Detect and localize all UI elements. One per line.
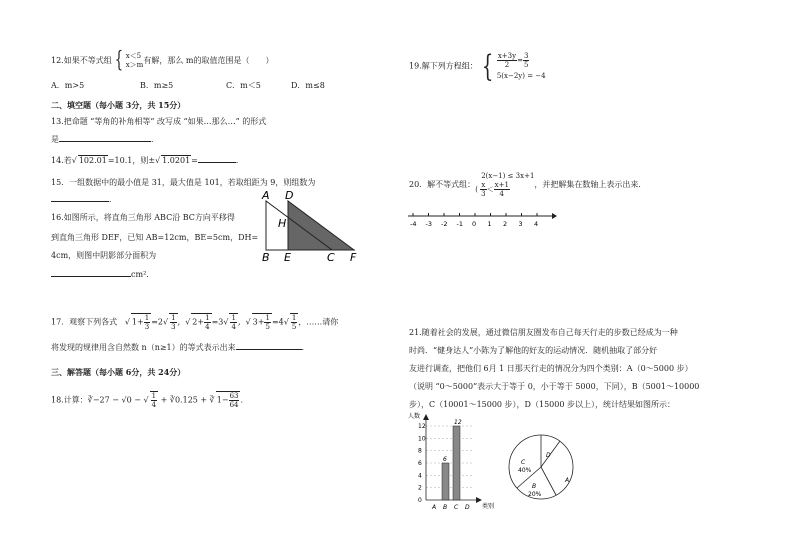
question-19: 19.解下列方程组： { $\frac{x+3y}{2}$ = $\frac{3}{5}$ 5(x−2y) = −4 (409, 48, 546, 84)
question-21-line2: 时尚．“健身达人”小陈为了解他的好友的运动情况．随机抽取了部分好 (409, 346, 658, 355)
question-21-line4: （说明 “0～5000”表示大于等于 0，小于等于 5000，下同），B（5001～10000 (409, 382, 700, 391)
y-axis-label: 人数 (408, 413, 421, 420)
pie-value-c: 40% (518, 467, 532, 474)
question-17-line1: 17．观察下列各式 √ 1+ $\frac{1}{3}$ =2√ $\frac{1}{3}$ , √ 2+ $\frac{1}{4}$ =3√ $\frac{1}{4}$ , √ 3+ $\frac{1}{5}$ =4√ $\frac{1}{5}$ ，……请你 (51, 314, 339, 331)
pie-label-d: D (546, 452, 551, 459)
question-16-line1: 16.如图所示，将直角三角形 ABC沿 BC方向平移得 (51, 213, 235, 222)
y-tick-label: 12 (418, 423, 426, 430)
q12-option-b: B．m≥5 (140, 81, 174, 90)
question-15-line1: 15．一组数据中的最小值是 31，最大值是 101，若取组距为 9，则组数为 (51, 178, 316, 187)
section-3-heading: 三、解答题（每小题 6分，共 24分） (51, 367, 186, 377)
number-line-label: 4 (534, 220, 539, 228)
x-tick-label: A (432, 504, 437, 511)
question-21-line3: 友进行调查，把他们 6月 1 日那天行走的情况分为四个类别：A（0～5000 步） (409, 364, 693, 373)
y-tick-label: 8 (418, 447, 422, 455)
label-e: E (284, 251, 291, 264)
y-tick-label: 0 (418, 497, 422, 504)
question-20: 20．解不等式组： 2(x−1) ≤ 3x+1 ( $\frac{x}{3}$ ＜ $\frac{x+1}{4}$ ，并把解集在数轴上表示出来． (409, 172, 647, 198)
pie-label-c: C (521, 459, 526, 466)
number-line-label: 3 (518, 220, 523, 228)
label-d: D (285, 189, 294, 202)
question-15-line2: ． (51, 195, 117, 205)
label-f: F (350, 251, 357, 264)
q12-option-c: C．m＜5 (226, 81, 261, 90)
pie-value-b: 20% (528, 491, 542, 498)
question-21-line5: 步），C（10001～15000 步），D（15000 步以上），统计结果如图所示： (409, 400, 675, 409)
number-line-label: -4 (410, 220, 417, 228)
y-tick-label: 4 (418, 472, 422, 480)
y-tick-label: 6 (418, 460, 422, 467)
bar-value-label: 6 (443, 456, 447, 463)
section-2-heading: 二、填空题（每小题 3分，共 15分） (51, 100, 186, 110)
y-tick-label: 10 (418, 435, 426, 443)
number-line-label: -1 (456, 220, 463, 228)
question-17-line2: 将发现的规律用含自然数 n（n≥1）的等式表示出来 ． (51, 343, 310, 352)
x-tick-label: D (465, 504, 470, 511)
label-a: A (262, 189, 270, 202)
label-b: B (262, 251, 270, 264)
question-12: 12.如果不等式组 { x＜5 x＞m 有解，那么 m的取值范围是（ ） (51, 48, 274, 73)
question-16-line3: 4cm，则图中阴影部分面积为 (51, 251, 157, 260)
number-line-label: 2 (503, 220, 508, 228)
q12-option-d: D．m≤8 (291, 81, 325, 90)
number-line-label: 1 (487, 220, 492, 228)
label-h: H (278, 217, 287, 230)
number-line-label: -3 (425, 220, 432, 228)
question-16-line2: 到直角三角形 DEF，已知 AB=12cm，BE=5cm，DH= (51, 233, 259, 242)
question-13-line1: 13.把命题 “等角的补角相等” 改写成 “如果…那么…” 的形式 (51, 117, 267, 126)
x-axis-label: 类别 (482, 503, 495, 510)
question-16-line4: cm²． (51, 270, 154, 280)
question-21-line1: 21.随着社会的发展，通过微信朋友圈发布自己每天行走的步数已经成为一种 (409, 328, 678, 337)
pie-slice-c-edge (541, 467, 556, 495)
label-c: C (327, 251, 335, 264)
number-line-label: -2 (441, 220, 448, 228)
question-14: 14.若√ 102.01=10.1，则±√ 1.0201= ． (51, 156, 244, 165)
pie-label-b: B (532, 483, 537, 490)
question-18: 18.计算：∛−27 − √0 − √ $\frac{1}{4}$ + ∛0.125 + ∛ 1− $\frac{63}{64}$ ． (51, 392, 249, 409)
number-line-label: 0 (472, 220, 477, 228)
question-13-line2: 是 ． (51, 135, 159, 144)
x-tick-label: C (454, 504, 459, 511)
pie-label-a: A (565, 477, 570, 484)
x-tick-label: B (443, 504, 448, 511)
q12-option-a: A．m>5 (51, 81, 85, 90)
y-tick-label: 2 (418, 484, 422, 492)
bar-value-label: 12 (454, 419, 462, 426)
